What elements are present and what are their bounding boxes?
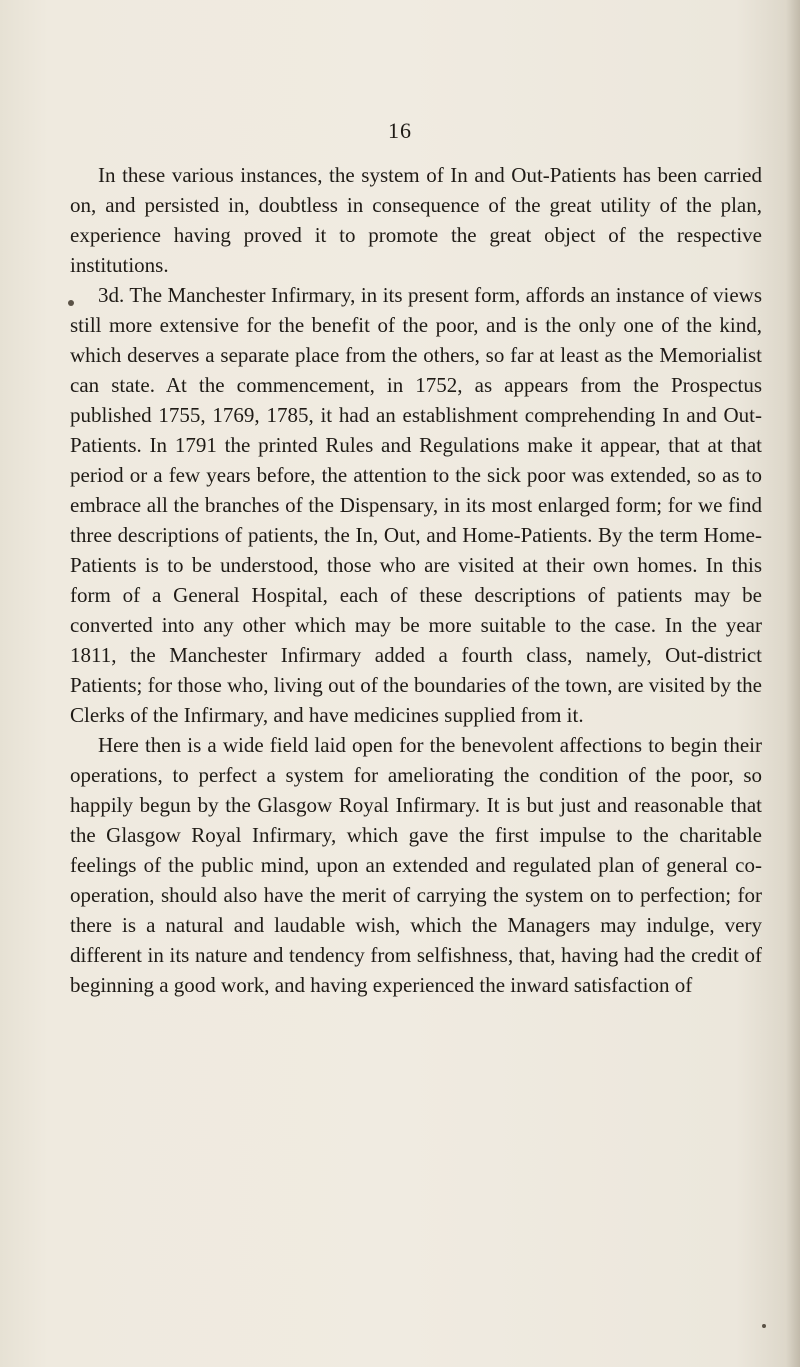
body-text [70, 160, 762, 1000]
page-edge-shadow [786, 0, 800, 1367]
paragraph-3: Here then is a wide field laid open for the benevolent affections to begin their operations, to perfect a system for ameliorating the condition of the poor, so happily begun by the Glasgow Royal Infirmary. It is but just and reasonable that the Glasgow Royal Infirmary, which gave the first impulse to the charitable feelings of the public mind, upon an extended and regulated plan of general co-operation, should also have the merit of carrying the system on to perfection; for there is a natural and laudable wish, which the Managers may indulge, very different in its nature and tendency from selfishness, that, having had the credit of beginning a good work, and having experienced the inward satisfaction of [70, 733, 762, 997]
ink-spot [762, 1324, 766, 1328]
paragraph-1: In these various instances, the system of In and Out-Patients has been carried on, and persisted in, doubtless in consequence of the great utility of the plan, experience having proved it to promote the great object of the respective institutions. [70, 163, 762, 277]
paragraph-2: 3d. The Manchester Infirmary, in its present form, affords an instance of views still more extensive for the benefit of the poor, and is the only one of the kind, which deserves a separate place from the others, so far at least as the Memorialist can state. At the commencement, in 1752, as appears from the Prospectus published 1755, 1769, 1785, it had an establishment comprehending In and Out-Patients. In 1791 the printed Rules and Regulations make it appear, that at that period or a few years before, the attention to the sick poor was extended, so as to embrace all the branches of the Dispensary, in its most enlarged form; for we find three descriptions of patients, the In, Out, and Home-Patients. By the term Home-Patients is to be understood, those who are visited at their own homes. In this form of a General Hospital, each of these descriptions of patients may be converted into any other which may be more suitable to the case. In the year 1811, the Manchester Infirmary added a fourth class, namely, Out-district Patients; for those who, living out of the boundaries of the town, are visited by the Clerks of the Infirmary, and have medicines supplied from it. [70, 283, 762, 727]
page-number: 16 [388, 118, 412, 143]
ink-spot [68, 300, 74, 306]
